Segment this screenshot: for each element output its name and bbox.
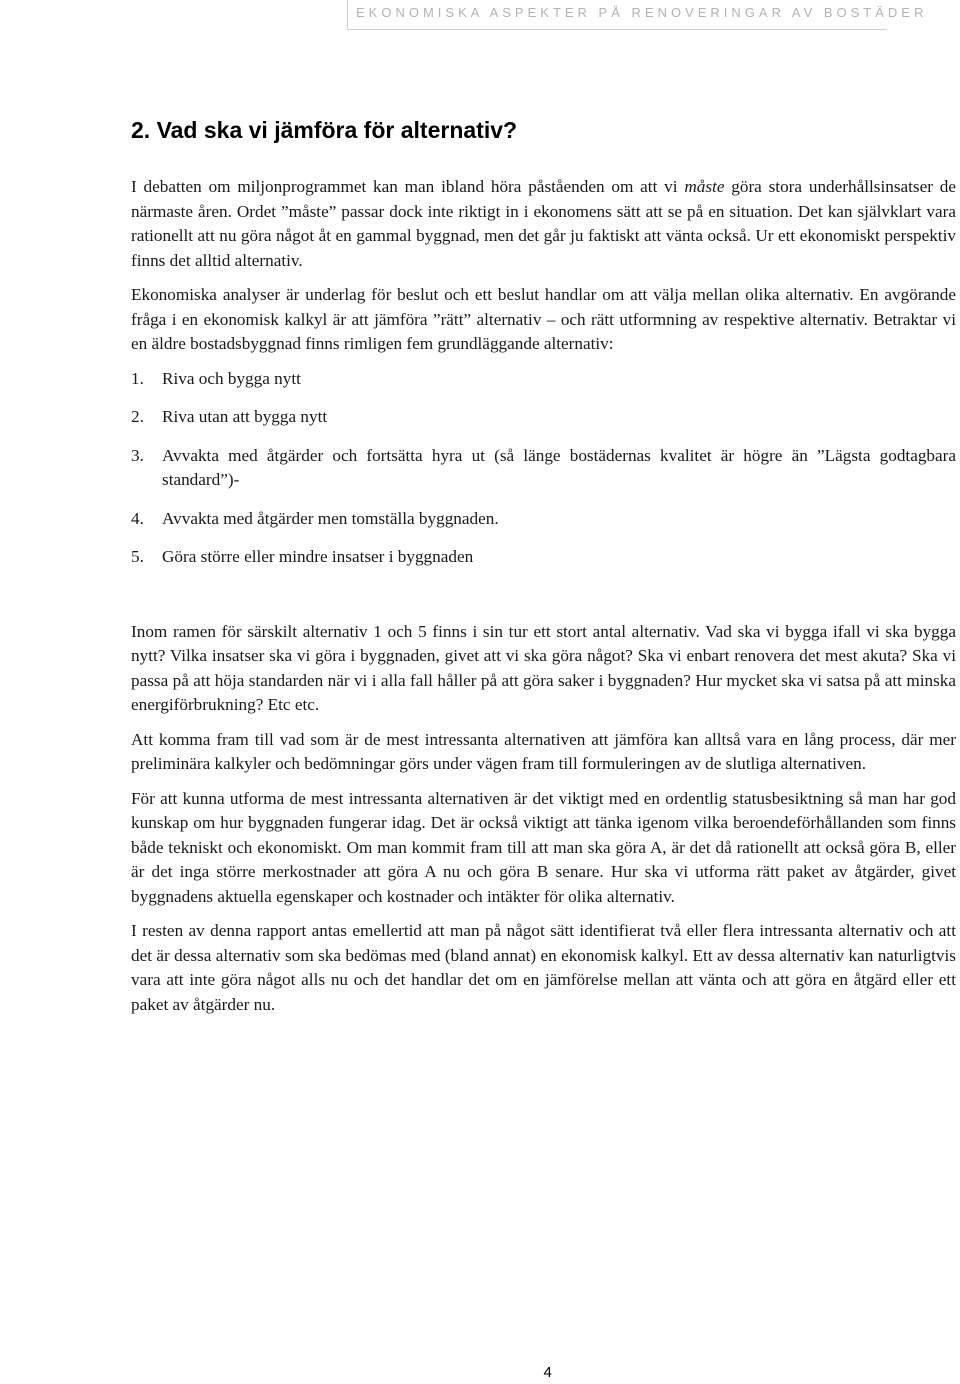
list-item-number: 3. (131, 445, 144, 465)
paragraph-status-inspection: För att kunna utforma de mest intressanta alternativen är det viktigt med en ordentlig statusbesiktning så man har god kunskap om hur byggnaden fungerar idag. Det är också viktigt att tänka igenom vilka beroendeförhållanden som finns både tekniskt och ekonomiskt. Om man kommit fram till att man ska göra A, är det då rationellt att också göra B, eller är det inga större merkostnader att göra A nu och göra B senare. Hur ska vi utforma rätt paket av åtgärder, givet byggnadens aktuella egenskaper och kostnader och intäkter för olika alternativ. (131, 788, 956, 906)
list-item-text: Göra större eller mindre insatser i byggnaden (162, 547, 474, 566)
paragraph-intro (131, 175, 956, 273)
paragraph-process: Att komma fram till vad som är de mest intressanta alternativen att jämföra kan alltså vara en lång process, där mer preliminära kalkyler och bedömningar görs under vägen fram till formuleringen av de slutliga alternativen. (131, 729, 956, 773)
page-number: 4 (543, 1364, 552, 1381)
list-item-text: Avvakta med åtgärder men tomställa byggnaden. (162, 508, 499, 528)
running-header (347, 0, 928, 30)
list-item-number: 1. (131, 368, 144, 388)
list-item (131, 367, 956, 392)
list-item (131, 545, 956, 570)
list-item-number: 5. (131, 547, 144, 566)
list-item-text: Avvakta med åtgärder och fortsätta hyra ut (så länge bostädernas kvalitet är högre än ”Lägsta godtagbara standard”)- (162, 445, 956, 489)
section-heading: 2. Vad ska vi jämföra för alternativ? (131, 117, 518, 143)
paragraph-analyses: Ekonomiska analyser är underlag för beslut och ett beslut handlar om att välja mellan olika alternativ. En avgörande fråga i en ekonomisk kalkyl är att jämföra ”rätt” alternativ – och rätt utformning av respektive alternativ. Betraktar vi en äldre bostadsbyggnad finns rimligen fem grundläggande alternativ: (131, 285, 956, 353)
paragraph-report-scope: I resten av denna rapport antas emellertid att man på något sätt identifierat två eller flera intressanta alternativ och att det är dessa alternativ som ska bedömas med (bland annat) en ekonomisk kalkyl. Ett av dessa alternativ kan naturligtvis vara att inte göra något alls nu och det handlar det om en jämförelse mellan att vänta och att göra en åtgärd eller ett paket av åtgärder nu. (131, 921, 956, 1014)
list-item-text: Riva utan att bygga nytt (162, 407, 328, 426)
list-item (131, 507, 956, 532)
list-item (131, 444, 956, 493)
paragraph-intro-part2: göra stora underhållsinsatser de närmaste åren. Ordet ”måste” passar dock inte riktigt in i ekonomens sätt att se på en situation. Det kan självklart vara rationellt att nu göra något åt en gammal byggnad, men det går ju faktiskt att vänta också. Ur ett ekonomiskt perspektiv finns det alltid alternativ. (131, 177, 956, 270)
alternatives-list (131, 367, 956, 570)
list-item-number: 2. (131, 407, 144, 426)
list-item (131, 405, 956, 430)
paragraph-intro-part1: I debatten om miljonprogrammet kan man ibland höra påståenden om att vi (131, 177, 685, 196)
list-item-number: 4. (131, 508, 144, 528)
paragraph-within-alternatives: Inom ramen för särskilt alternativ 1 och 5 finns i sin tur ett stort antal alternativ. Vad ska vi bygga ifall vi ska bygga nytt? Vilka insatser ska vi göra i byggnaden, givet att vi ska göra något? Ska vi enbart renovera det mest akuta? Ska vi passa på att höja standarden när vi i alla fall håller på att göra saker i byggnaden? Hur mycket ska vi satsa på att minska energiförbrukning? Etc etc. (131, 621, 956, 714)
emphasis-maste: måste (684, 177, 725, 196)
body-text (131, 175, 956, 1017)
list-item-text: Riva och bygga nytt (162, 368, 301, 388)
running-header-title: EKONOMISKA ASPEKTER PÅ RENOVERINGAR AV BOSTÄDER (356, 5, 928, 20)
